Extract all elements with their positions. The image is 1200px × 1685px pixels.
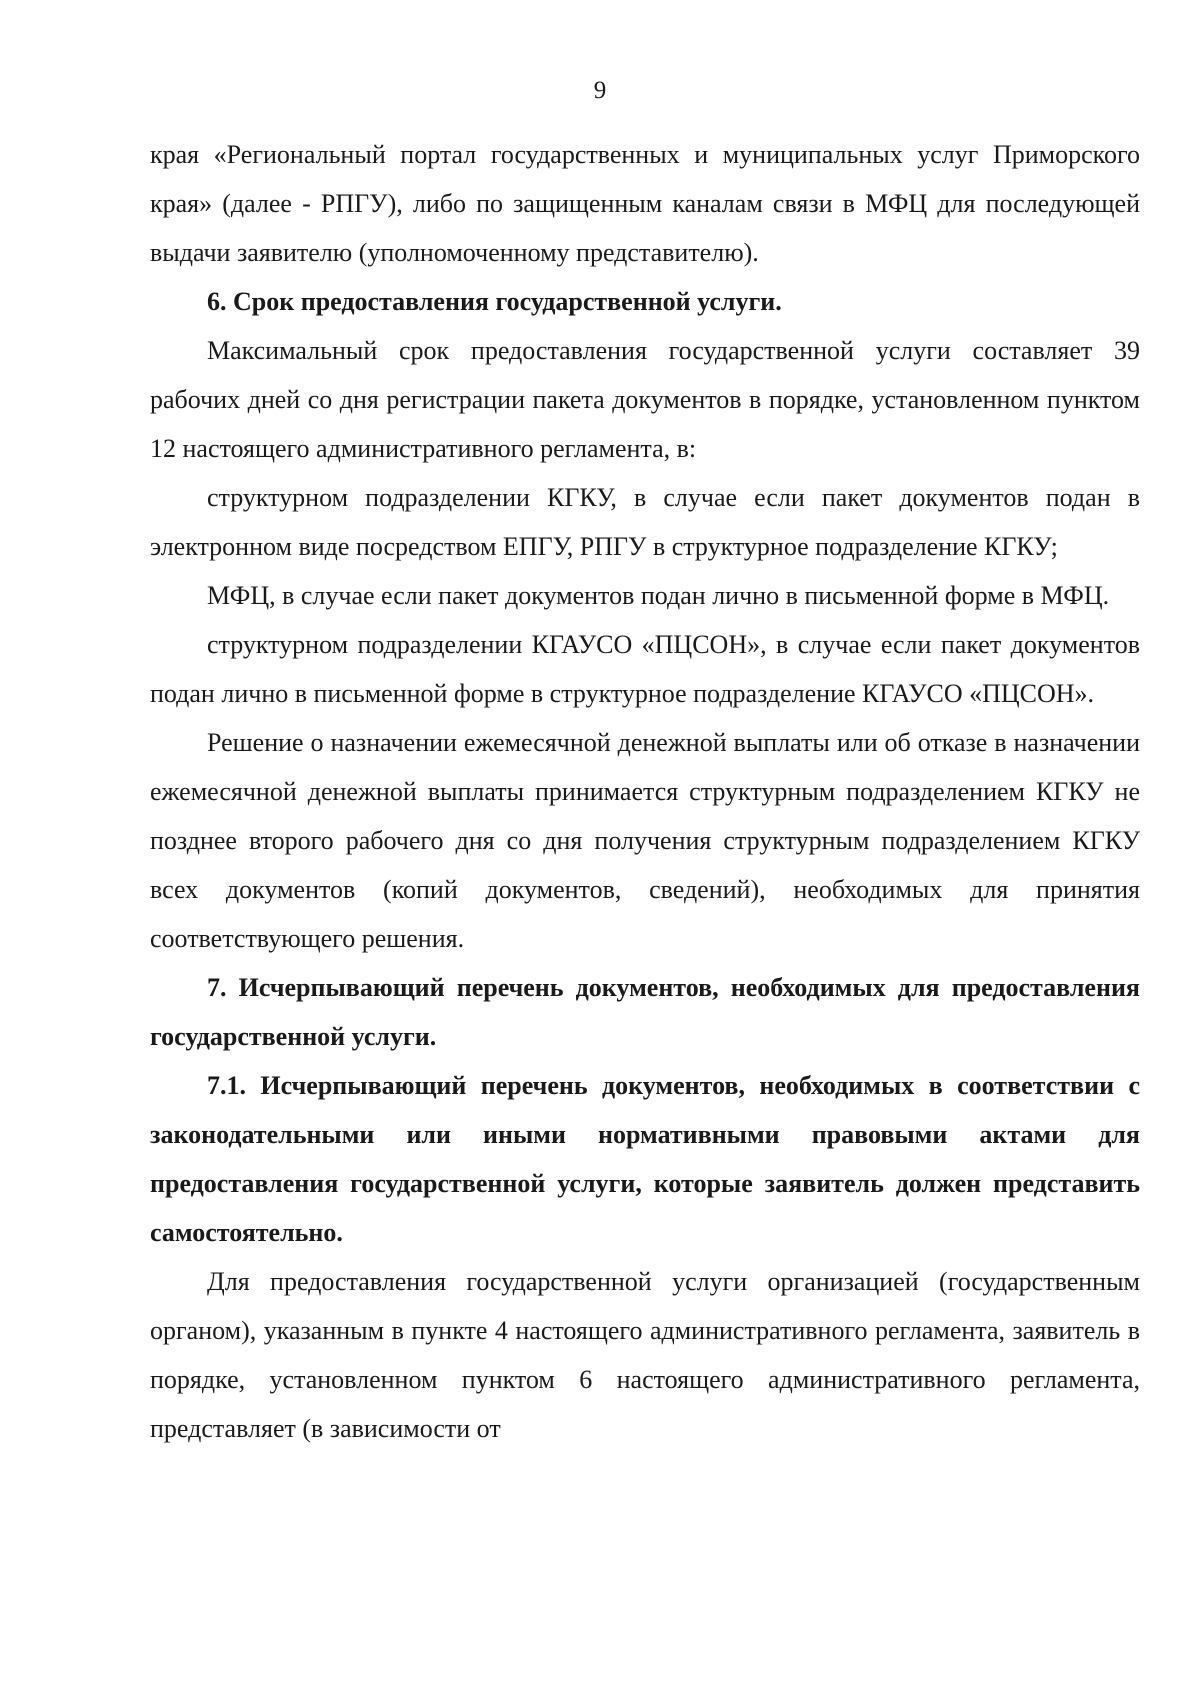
paragraph-mfc: МФЦ, в случае если пакет документов подан лично в письменной форме в МФЦ. [207,581,1110,610]
paragraph-continuation: края «Региональный портал государственных и муниципальных услуг Приморского края» (далее - РПГУ), либо по защищенным каналам связи в МФЦ для последующей выдачи заявителю (уполномоченному представителю). [150,140,1140,267]
paragraph-applicant: Для предоставления государственной услуги организацией (государственным органом), указанным в пункте 4 настоящего административного регламента, заявитель в порядке, установленном пунктом 6 настоящего административного регламента, представляет (в зависимости от [150,1267,1140,1443]
document-body [150,130,1140,1453]
heading-section-6: 6. Срок предоставления государственной услуги. [207,287,782,316]
page-number: 9 [593,77,607,104]
paragraph-kgauso: структурном подразделении КГАУСО «ПЦСОН», в случае если пакет документов подан лично в письменной форме в структурное подразделение КГАУСО «ПЦСОН». [150,630,1140,708]
heading-section-7: 7. Исчерпывающий перечень документов, необходимых для предоставления государственной услуги. [150,973,1140,1051]
paragraph-kgku: структурном подразделении КГКУ, в случае если пакет документов подан в электронном виде посредством ЕПГУ, РПГУ в структурное подразделение КГКУ; [150,483,1140,561]
paragraph-max-term: Максимальный срок предоставления государственной услуги составляет 39 рабочих дней со дня регистрации пакета документов в порядке, установленном пунктом 12 настоящего административного регламента, в: [150,336,1140,463]
paragraph-decision: Решение о назначении ежемесячной денежной выплаты или об отказе в назначении ежемесячной денежной выплаты принимается структурным подразделением КГКУ не позднее второго рабочего дня со дня получения структурным подразделением КГКУ всех документов (копий документов, сведений), необходимых для принятия соответствующего решения. [150,728,1140,953]
heading-section-7-1: 7.1. Исчерпывающий перечень документов, необходимых в соответствии с законодательными или иными нормативными правовыми актами для предоставления государственной услуги, которые заявитель должен представить самостоятельно. [150,1071,1140,1247]
